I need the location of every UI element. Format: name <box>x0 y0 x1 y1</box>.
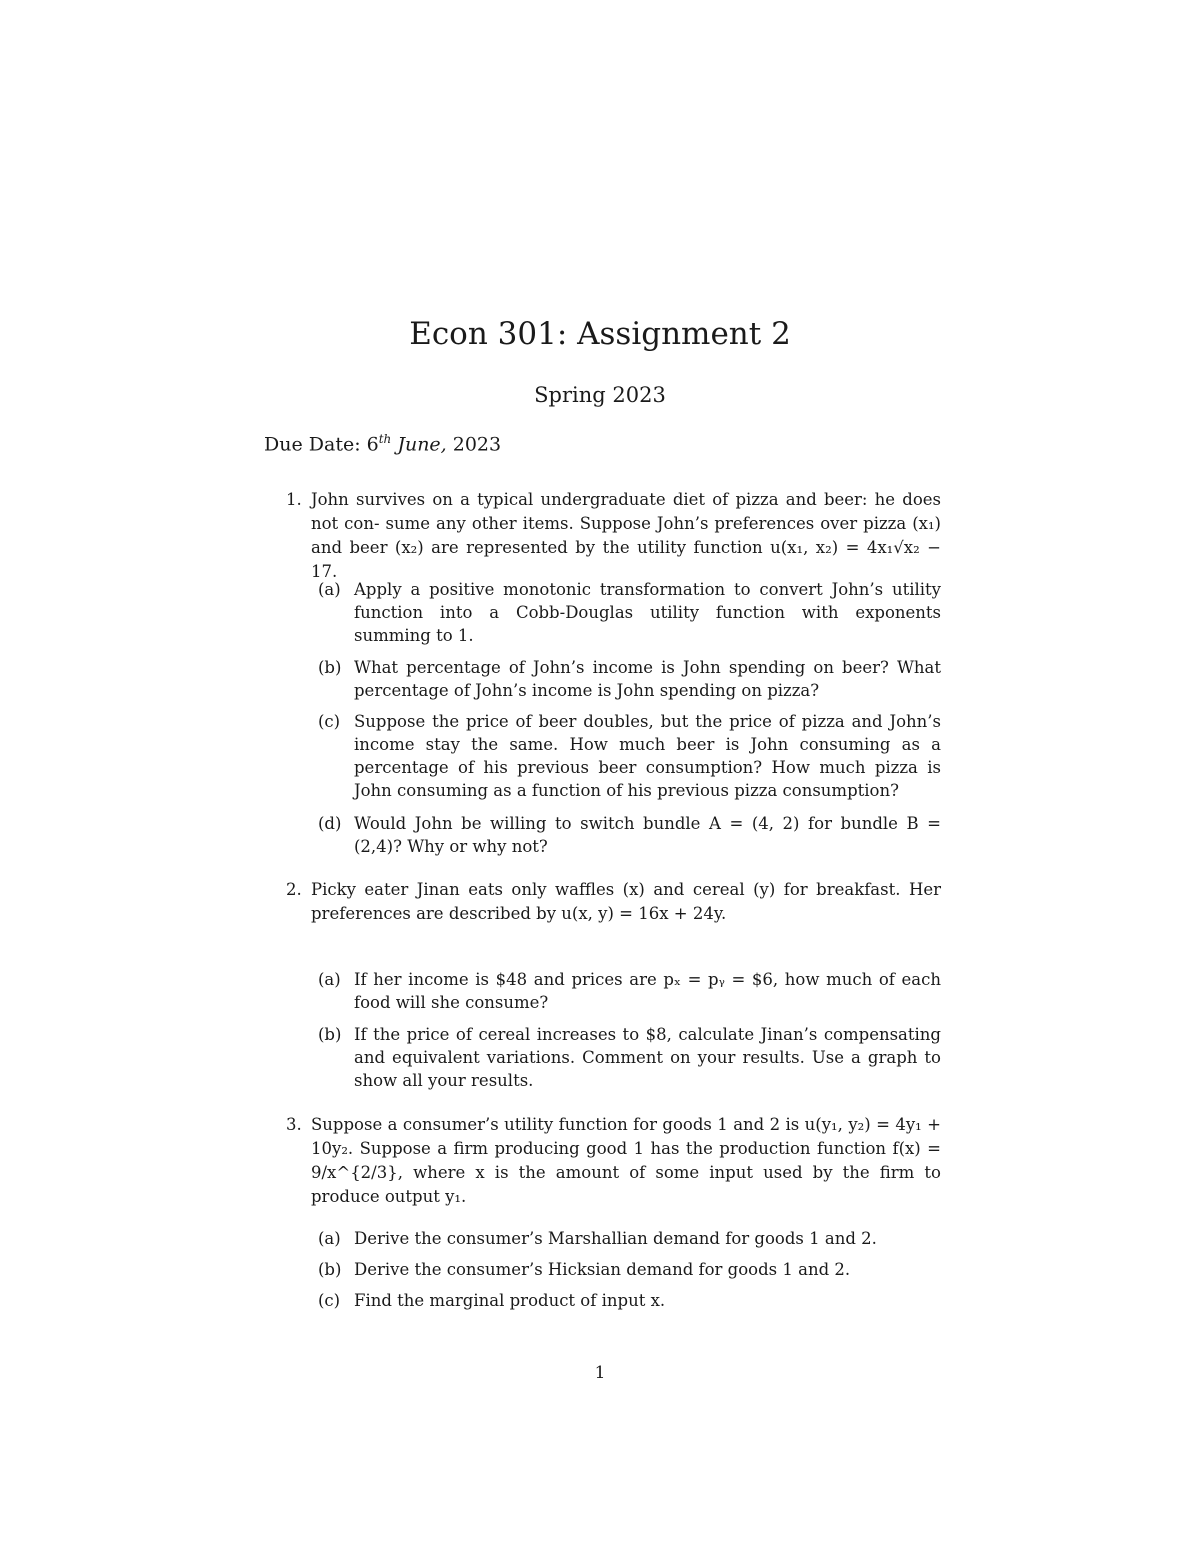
question-3 <box>286 1113 941 1209</box>
due-superscript: th <box>378 432 392 446</box>
due-label: Due Date: 6 <box>264 433 379 456</box>
question-3-part-b <box>318 1258 941 1281</box>
part-label: (a) <box>318 970 341 989</box>
part-label: (c) <box>318 712 341 731</box>
question-text: Picky eater Jinan eats only waffles (x) and cereal (y) for breakfast. Her preferences are described by u(x, y) = 16x + 24y. <box>311 880 941 923</box>
question-1-part-a <box>318 578 941 647</box>
part-label: (b) <box>318 1025 342 1044</box>
part-label: (a) <box>318 1229 341 1248</box>
question-text: Suppose a consumer’s utility function for goods 1 and 2 is u(y₁, y₂) = 4y₁ + 10y₂. Suppose a firm producing good 1 has the production function f(x) = 9/x^{2/3}, where x is the amount of some input used by the firm to produce output y₁. <box>311 1115 941 1206</box>
page-title: Econ 301: Assignment 2 <box>409 316 791 352</box>
question-1-part-b <box>318 656 941 702</box>
part-label: (b) <box>318 658 342 677</box>
term-subtitle: Spring 2023 <box>534 383 666 407</box>
part-text: Apply a positive monotonic transformation to convert John’s utility function into a Cobb-Douglas utility function with exponents summing to 1. <box>354 580 941 645</box>
part-label: (b) <box>318 1260 342 1279</box>
question-text: John survives on a typical undergraduate diet of pizza and beer: he does not con- sume any other items. Suppose John’s preferences over pizza (x₁) and beer (x₂) are represented by the utility function u(x₁, x₂) = 4x₁√x₂ − 17. <box>311 490 941 581</box>
part-label: (d) <box>318 814 342 833</box>
question-3-part-a <box>318 1227 941 1250</box>
question-number: 2. <box>286 880 302 899</box>
part-text: Derive the consumer’s Marshallian demand for goods 1 and 2. <box>354 1229 877 1248</box>
part-label: (c) <box>318 1291 341 1310</box>
question-1-part-c <box>318 710 941 802</box>
part-text: Derive the consumer’s Hicksian demand for goods 1 and 2. <box>354 1260 851 1279</box>
question-3-part-c <box>318 1289 941 1312</box>
page-number: 1 <box>594 1363 606 1383</box>
part-text: If her income is $48 and prices are pₓ = pᵧ = $6, how much of each food will she consume? <box>354 970 941 1012</box>
part-text: Would John be willing to switch bundle A = (4, 2) for bundle B = (2,4)? Why or why not? <box>354 814 941 856</box>
part-text: What percentage of John’s income is John spending on beer? What percentage of John’s income is John spending on pizza? <box>354 658 941 700</box>
question-2 <box>286 878 941 926</box>
question-number: 3. <box>286 1115 302 1134</box>
part-text: Suppose the price of beer doubles, but the price of pizza and John’s income stay the same. How much beer is John consuming as a percentage of his previous beer consumption? How much pizza is John consuming as a function of his previous pizza consumption? <box>354 712 941 800</box>
question-number: 1. <box>286 490 302 509</box>
question-1 <box>286 488 941 584</box>
due-year: 2023 <box>446 433 502 456</box>
question-2-part-a <box>318 968 941 1014</box>
due-month: June, <box>397 433 447 456</box>
part-text: If the price of cereal increases to $8, calculate Jinan’s compensating and equivalent variations. Comment on your results. Use a graph to show all your results. <box>354 1025 941 1090</box>
part-label: (a) <box>318 580 341 599</box>
part-text: Find the marginal product of input x. <box>354 1291 666 1310</box>
question-2-part-b <box>318 1023 941 1092</box>
question-1-part-d <box>318 812 941 858</box>
due-date <box>264 432 501 455</box>
